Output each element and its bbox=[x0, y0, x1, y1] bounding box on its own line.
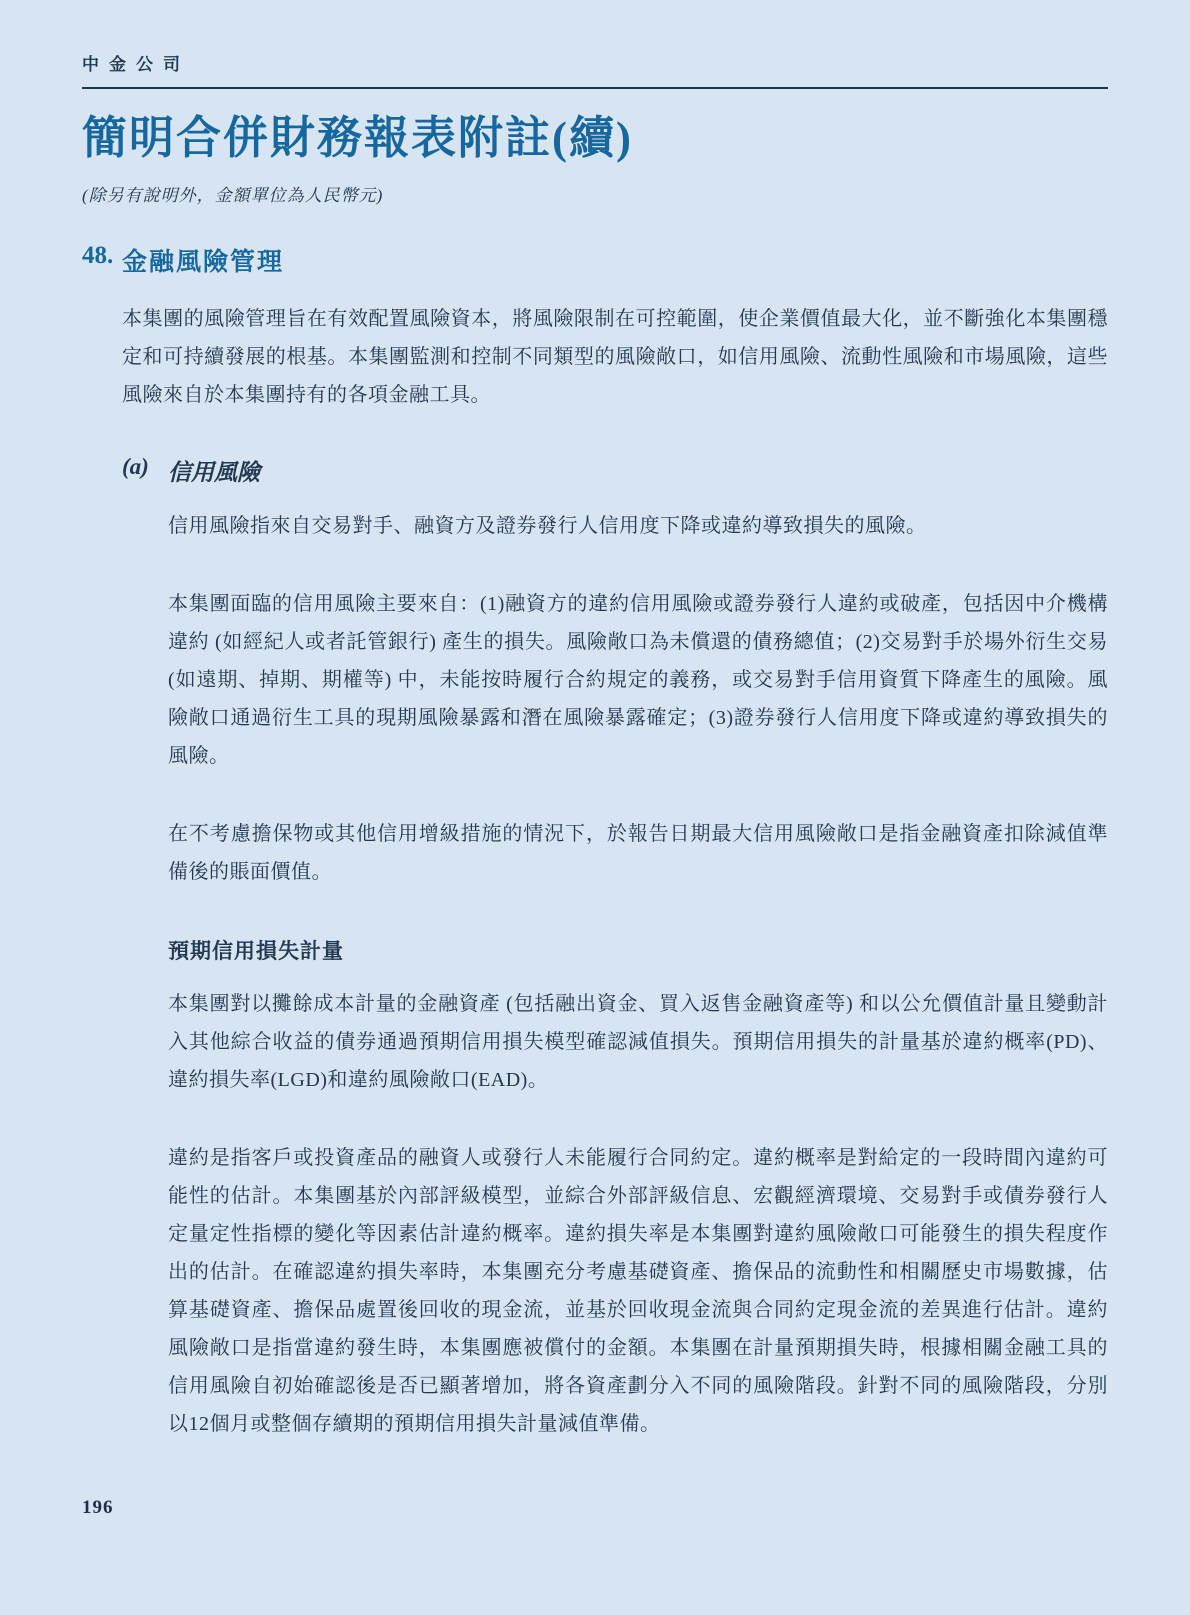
page-subtitle: (除另有說明外，金額單位為人民幣元) bbox=[82, 186, 384, 205]
section-heading bbox=[82, 242, 1108, 278]
subsection-a-heading bbox=[122, 454, 1108, 487]
ecl-heading: 預期信用損失計量 bbox=[168, 939, 344, 963]
section-number: 48. bbox=[82, 242, 114, 269]
company-name-header: 中金公司 bbox=[82, 50, 1108, 89]
ecl-paragraph-1: 本集團對以攤餘成本計量的金融資產 (包括融出資金、買入返售金融資產等) 和以公允價值計量且變動計入其他綜合收益的債券通過預期信用損失模型確認減值損失。預期信用損失的計量基於違約概率(PD)、違約損失率(LGD)和違約風險敞口(EAD)。 bbox=[168, 993, 1108, 1091]
section-intro-paragraph: 本集團的風險管理旨在有效配置風險資本，將風險限制在可控範圍，使企業價值最大化，並不斷強化本集團穩定和可持續發展的根基。本集團監測和控制不同類型的風險敞口，如信用風險、流動性風險和市場風險，這些風險來自於本集團持有的各項金融工具。 bbox=[122, 308, 1108, 406]
credit-risk-paragraph-2: 本集團面臨的信用風險主要來自：(1)融資方的違約信用風險或證券發行人違約或破產，包括因中介機構違約 (如經紀人或者託管銀行) 產生的損失。風險敞口為未償還的債務總值；(2)交易對手於場外衍生交易 (如遠期、掉期、期權等) 中，未能按時履行合約規定的義務，或交易對手信用資質下降產生的風險。風險敞口通過衍生工具的現期風險暴露和潛在風險暴露確定；(3)證券發行人信用度下降或違約導致損失的風險。 bbox=[168, 593, 1108, 767]
subsection-a-label: (a) bbox=[122, 454, 149, 479]
page-number: 196 bbox=[82, 1497, 114, 1518]
ecl-paragraph-2: 違約是指客戶或投資產品的融資人或發行人未能履行合同約定。違約概率是對給定的一段時間內違約可能性的估計。本集團基於內部評級模型，並綜合外部評級信息、宏觀經濟環境、交易對手或債券發行人定量定性指標的變化等因素估計違約概率。違約損失率是本集團對違約風險敞口可能發生的損失程度作出的估計。在確認違約損失率時，本集團充分考慮基礎資產、擔保品的流動性和相關歷史市場數據，估算基礎資產、擔保品處置後回收的現金流，並基於回收現金流與合同約定現金流的差異進行估計。違約風險敞口是指當違約發生時，本集團應被償付的金額。本集團在計量預期損失時，根據相關金融工具的信用風險自初始確認後是否已顯著增加，將各資產劃分入不同的風險階段。針對不同的風險階段，分別以12個月或整個存續期的預期信用損失計量減值準備。 bbox=[168, 1147, 1108, 1435]
credit-risk-paragraph-1: 信用風險指來自交易對手、融資方及證券發行人信用度下降或違約導致損失的風險。 bbox=[168, 515, 927, 537]
subsection-a-heading-label: 信用風險 bbox=[168, 460, 260, 485]
credit-risk-paragraph-3: 在不考慮擔保物或其他信用增級措施的情況下，於報告日期最大信用風險敞口是指金融資產扣除減值準備後的賬面價值。 bbox=[168, 823, 1108, 883]
section-heading-label: 金融風險管理 bbox=[122, 249, 285, 276]
page-title: 簡明合併財務報表附註(續) bbox=[82, 113, 633, 163]
